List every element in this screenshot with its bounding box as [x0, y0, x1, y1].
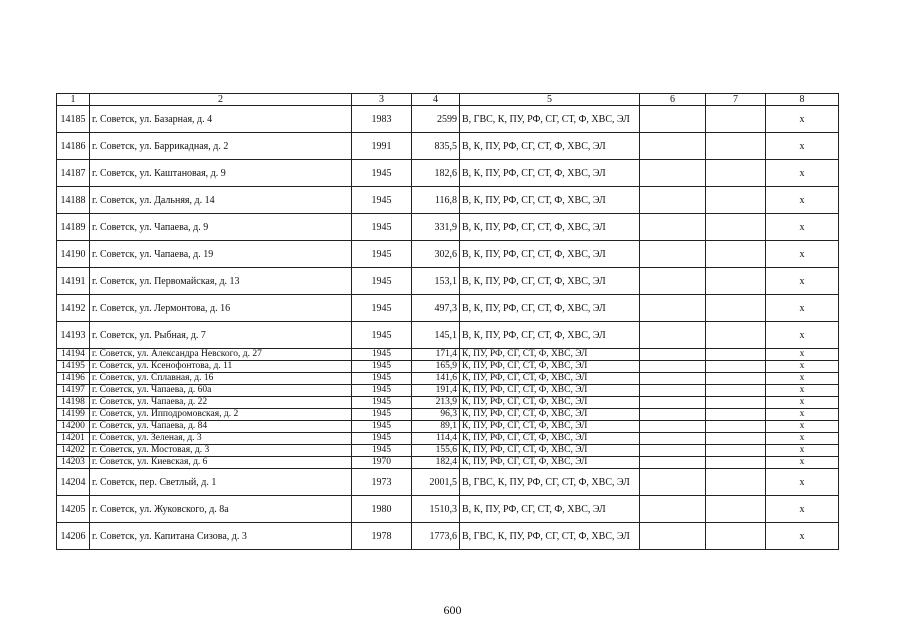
cell-year: 1945 [352, 433, 412, 445]
cell-id: 14187 [57, 160, 90, 187]
cell-col8: х [766, 241, 839, 268]
cell-col6 [640, 268, 706, 295]
cell-address: г. Советск, ул. Зеленая, д. 3 [90, 433, 352, 445]
cell-col7 [706, 349, 766, 361]
cell-year: 1983 [352, 106, 412, 133]
cell-works: В, К, ПУ, РФ, СГ, СТ, Ф, ХВС, ЭЛ [460, 214, 640, 241]
cell-works: В, ГВС, К, ПУ, РФ, СГ, СТ, Ф, ХВС, ЭЛ [460, 523, 640, 550]
cell-col8: х [766, 496, 839, 523]
table-row [57, 457, 839, 469]
cell-col6 [640, 421, 706, 433]
cell-works: В, К, ПУ, РФ, СГ, СТ, Ф, ХВС, ЭЛ [460, 160, 640, 187]
header-cell: 2 [90, 94, 352, 106]
cell-works: В, К, ПУ, РФ, СГ, СТ, Ф, ХВС, ЭЛ [460, 133, 640, 160]
cell-col6 [640, 397, 706, 409]
cell-works: К, ПУ, РФ, СГ, СТ, Ф, ХВС, ЭЛ [460, 433, 640, 445]
cell-area: 2001,5 [412, 469, 460, 496]
header-cell: 5 [460, 94, 640, 106]
cell-address: г. Советск, ул. Ипподромовская, д. 2 [90, 409, 352, 421]
header-cell: 4 [412, 94, 460, 106]
cell-address: г. Советск, ул. Каштановая, д. 9 [90, 160, 352, 187]
cell-works: В, ГВС, К, ПУ, РФ, СГ, СТ, Ф, ХВС, ЭЛ [460, 106, 640, 133]
cell-id: 14194 [57, 349, 90, 361]
table-row [57, 469, 839, 496]
table-body [57, 94, 839, 550]
table-row [57, 106, 839, 133]
cell-col6 [640, 160, 706, 187]
table-row [57, 409, 839, 421]
cell-area: 1773,6 [412, 523, 460, 550]
cell-col8: х [766, 445, 839, 457]
cell-id: 14195 [57, 361, 90, 373]
cell-id: 14206 [57, 523, 90, 550]
cell-col6 [640, 385, 706, 397]
header-cell: 8 [766, 94, 839, 106]
cell-col8: х [766, 322, 839, 349]
cell-works: В, К, ПУ, РФ, СГ, СТ, Ф, ХВС, ЭЛ [460, 241, 640, 268]
cell-col7 [706, 421, 766, 433]
cell-col8: х [766, 295, 839, 322]
cell-id: 14197 [57, 385, 90, 397]
cell-id: 14201 [57, 433, 90, 445]
cell-col6 [640, 241, 706, 268]
cell-address: г. Советск, ул. Чапаева, д. 19 [90, 241, 352, 268]
cell-col7 [706, 214, 766, 241]
cell-col7 [706, 457, 766, 469]
header-cell: 1 [57, 94, 90, 106]
cell-col8: х [766, 385, 839, 397]
cell-address: г. Советск, ул. Киевская, д. 6 [90, 457, 352, 469]
cell-col8: х [766, 106, 839, 133]
cell-area: 331,9 [412, 214, 460, 241]
cell-col7 [706, 469, 766, 496]
cell-works: В, К, ПУ, РФ, СГ, СТ, Ф, ХВС, ЭЛ [460, 322, 640, 349]
cell-col6 [640, 469, 706, 496]
cell-col6 [640, 523, 706, 550]
cell-year: 1945 [352, 322, 412, 349]
cell-col8: х [766, 373, 839, 385]
table-row [57, 322, 839, 349]
table-row [57, 268, 839, 295]
cell-col7 [706, 241, 766, 268]
cell-col6 [640, 214, 706, 241]
table-row [57, 385, 839, 397]
header-row [57, 94, 839, 106]
cell-address: г. Советск, ул. Дальняя, д. 14 [90, 187, 352, 214]
cell-works: В, К, ПУ, РФ, СГ, СТ, Ф, ХВС, ЭЛ [460, 496, 640, 523]
cell-id: 14205 [57, 496, 90, 523]
table-row [57, 445, 839, 457]
cell-col7 [706, 361, 766, 373]
cell-col6 [640, 106, 706, 133]
cell-id: 14185 [57, 106, 90, 133]
cell-year: 1970 [352, 457, 412, 469]
header-cell: 6 [640, 94, 706, 106]
cell-col6 [640, 322, 706, 349]
cell-year: 1945 [352, 409, 412, 421]
table-row [57, 433, 839, 445]
cell-address: г. Советск, ул. Базарная, д. 4 [90, 106, 352, 133]
cell-works: К, ПУ, РФ, СГ, СТ, Ф, ХВС, ЭЛ [460, 361, 640, 373]
cell-year: 1945 [352, 361, 412, 373]
table-row [57, 241, 839, 268]
cell-col7 [706, 322, 766, 349]
table-row [57, 160, 839, 187]
cell-col8: х [766, 433, 839, 445]
cell-year: 1945 [352, 373, 412, 385]
cell-year: 1945 [352, 241, 412, 268]
cell-area: 213,9 [412, 397, 460, 409]
cell-area: 171,4 [412, 349, 460, 361]
cell-works: К, ПУ, РФ, СГ, СТ, Ф, ХВС, ЭЛ [460, 397, 640, 409]
cell-area: 835,5 [412, 133, 460, 160]
table-row [57, 523, 839, 550]
cell-area: 89,1 [412, 421, 460, 433]
cell-col6 [640, 409, 706, 421]
cell-area: 191,4 [412, 385, 460, 397]
page-number: 600 [443, 603, 462, 617]
cell-address: г. Советск, ул. Лермонтова, д. 16 [90, 295, 352, 322]
cell-address: г. Советск, ул. Сплавная, д. 16 [90, 373, 352, 385]
cell-col7 [706, 397, 766, 409]
cell-id: 14196 [57, 373, 90, 385]
cell-id: 14204 [57, 469, 90, 496]
cell-id: 14202 [57, 445, 90, 457]
cell-year: 1945 [352, 295, 412, 322]
cell-id: 14198 [57, 397, 90, 409]
cell-address: г. Советск, ул. Жуковского, д. 8а [90, 496, 352, 523]
registry-table [56, 93, 839, 550]
cell-col8: х [766, 469, 839, 496]
cell-address: г. Советск, ул. Чапаева, д. 22 [90, 397, 352, 409]
cell-col7 [706, 496, 766, 523]
cell-id: 14189 [57, 214, 90, 241]
cell-col8: х [766, 457, 839, 469]
cell-id: 14191 [57, 268, 90, 295]
cell-id: 14193 [57, 322, 90, 349]
cell-works: В, ГВС, К, ПУ, РФ, СГ, СТ, Ф, ХВС, ЭЛ [460, 469, 640, 496]
cell-address: г. Советск, ул. Мостовая, д. 3 [90, 445, 352, 457]
cell-id: 14200 [57, 421, 90, 433]
cell-col6 [640, 496, 706, 523]
cell-area: 2599 [412, 106, 460, 133]
cell-col6 [640, 349, 706, 361]
cell-id: 14199 [57, 409, 90, 421]
cell-area: 155,6 [412, 445, 460, 457]
cell-col8: х [766, 160, 839, 187]
cell-col7 [706, 160, 766, 187]
cell-area: 153,1 [412, 268, 460, 295]
cell-col8: х [766, 187, 839, 214]
cell-col7 [706, 433, 766, 445]
cell-address: г. Советск, ул. Капитана Сизова, д. 3 [90, 523, 352, 550]
cell-works: В, К, ПУ, РФ, СГ, СТ, Ф, ХВС, ЭЛ [460, 295, 640, 322]
cell-year: 1945 [352, 397, 412, 409]
cell-works: К, ПУ, РФ, СГ, СТ, Ф, ХВС, ЭЛ [460, 409, 640, 421]
cell-col8: х [766, 421, 839, 433]
cell-col6 [640, 433, 706, 445]
cell-col7 [706, 409, 766, 421]
cell-col8: х [766, 409, 839, 421]
table-row [57, 133, 839, 160]
cell-address: г. Советск, ул. Первомайская, д. 13 [90, 268, 352, 295]
table-row [57, 361, 839, 373]
cell-area: 182,4 [412, 457, 460, 469]
cell-year: 1980 [352, 496, 412, 523]
cell-area: 116,8 [412, 187, 460, 214]
cell-id: 14188 [57, 187, 90, 214]
cell-col6 [640, 373, 706, 385]
cell-id: 14186 [57, 133, 90, 160]
cell-col8: х [766, 268, 839, 295]
cell-area: 145,1 [412, 322, 460, 349]
cell-area: 141,6 [412, 373, 460, 385]
cell-col8: х [766, 133, 839, 160]
cell-year: 1945 [352, 421, 412, 433]
cell-year: 1945 [352, 214, 412, 241]
cell-col7 [706, 295, 766, 322]
cell-year: 1945 [352, 160, 412, 187]
cell-area: 182,6 [412, 160, 460, 187]
cell-col8: х [766, 214, 839, 241]
cell-col8: х [766, 361, 839, 373]
header-cell: 7 [706, 94, 766, 106]
header-cell: 3 [352, 94, 412, 106]
table-row [57, 397, 839, 409]
cell-address: г. Советск, ул. Чапаева, д. 9 [90, 214, 352, 241]
cell-area: 114,4 [412, 433, 460, 445]
cell-year: 1973 [352, 469, 412, 496]
cell-col6 [640, 457, 706, 469]
cell-col7 [706, 385, 766, 397]
cell-works: К, ПУ, РФ, СГ, СТ, Ф, ХВС, ЭЛ [460, 445, 640, 457]
cell-works: В, К, ПУ, РФ, СГ, СТ, Ф, ХВС, ЭЛ [460, 268, 640, 295]
cell-year: 1945 [352, 385, 412, 397]
cell-col7 [706, 106, 766, 133]
cell-address: г. Советск, ул. Ксенофонтова, д. 11 [90, 361, 352, 373]
cell-col6 [640, 295, 706, 322]
table-row [57, 349, 839, 361]
cell-col6 [640, 187, 706, 214]
cell-year: 1978 [352, 523, 412, 550]
cell-address: г. Советск, ул. Баррикадная, д. 2 [90, 133, 352, 160]
cell-year: 1945 [352, 445, 412, 457]
cell-area: 497,3 [412, 295, 460, 322]
cell-year: 1945 [352, 349, 412, 361]
cell-area: 302,6 [412, 241, 460, 268]
table-row [57, 295, 839, 322]
cell-year: 1991 [352, 133, 412, 160]
cell-col6 [640, 133, 706, 160]
cell-address: г. Советск, пер. Светлый, д. 1 [90, 469, 352, 496]
cell-col7 [706, 373, 766, 385]
table-row [57, 496, 839, 523]
cell-address: г. Советск, ул. Александра Невского, д. 27 [90, 349, 352, 361]
cell-works: В, К, ПУ, РФ, СГ, СТ, Ф, ХВС, ЭЛ [460, 187, 640, 214]
cell-year: 1945 [352, 187, 412, 214]
cell-area: 1510,3 [412, 496, 460, 523]
cell-col7 [706, 268, 766, 295]
cell-address: г. Советск, ул. Чапаева, д. 84 [90, 421, 352, 433]
cell-id: 14192 [57, 295, 90, 322]
table-row [57, 214, 839, 241]
cell-area: 96,3 [412, 409, 460, 421]
table-row [57, 187, 839, 214]
cell-works: К, ПУ, РФ, СГ, СТ, Ф, ХВС, ЭЛ [460, 385, 640, 397]
cell-col8: х [766, 349, 839, 361]
cell-id: 14190 [57, 241, 90, 268]
cell-col7 [706, 133, 766, 160]
cell-col7 [706, 445, 766, 457]
cell-col7 [706, 187, 766, 214]
cell-col6 [640, 361, 706, 373]
cell-id: 14203 [57, 457, 90, 469]
cell-col8: х [766, 523, 839, 550]
cell-col7 [706, 523, 766, 550]
cell-address: г. Советск, ул. Рыбная, д. 7 [90, 322, 352, 349]
cell-works: К, ПУ, РФ, СГ, СТ, Ф, ХВС, ЭЛ [460, 349, 640, 361]
cell-address: г. Советск, ул. Чапаева, д. 60а [90, 385, 352, 397]
table-row [57, 421, 839, 433]
cell-works: К, ПУ, РФ, СГ, СТ, Ф, ХВС, ЭЛ [460, 373, 640, 385]
cell-area: 165,9 [412, 361, 460, 373]
cell-col6 [640, 445, 706, 457]
cell-year: 1945 [352, 268, 412, 295]
table-row [57, 373, 839, 385]
cell-works: К, ПУ, РФ, СГ, СТ, Ф, ХВС, ЭЛ [460, 421, 640, 433]
cell-col8: х [766, 397, 839, 409]
cell-works: К, ПУ, РФ, СГ, СТ, Ф, ХВС, ЭЛ [460, 457, 640, 469]
